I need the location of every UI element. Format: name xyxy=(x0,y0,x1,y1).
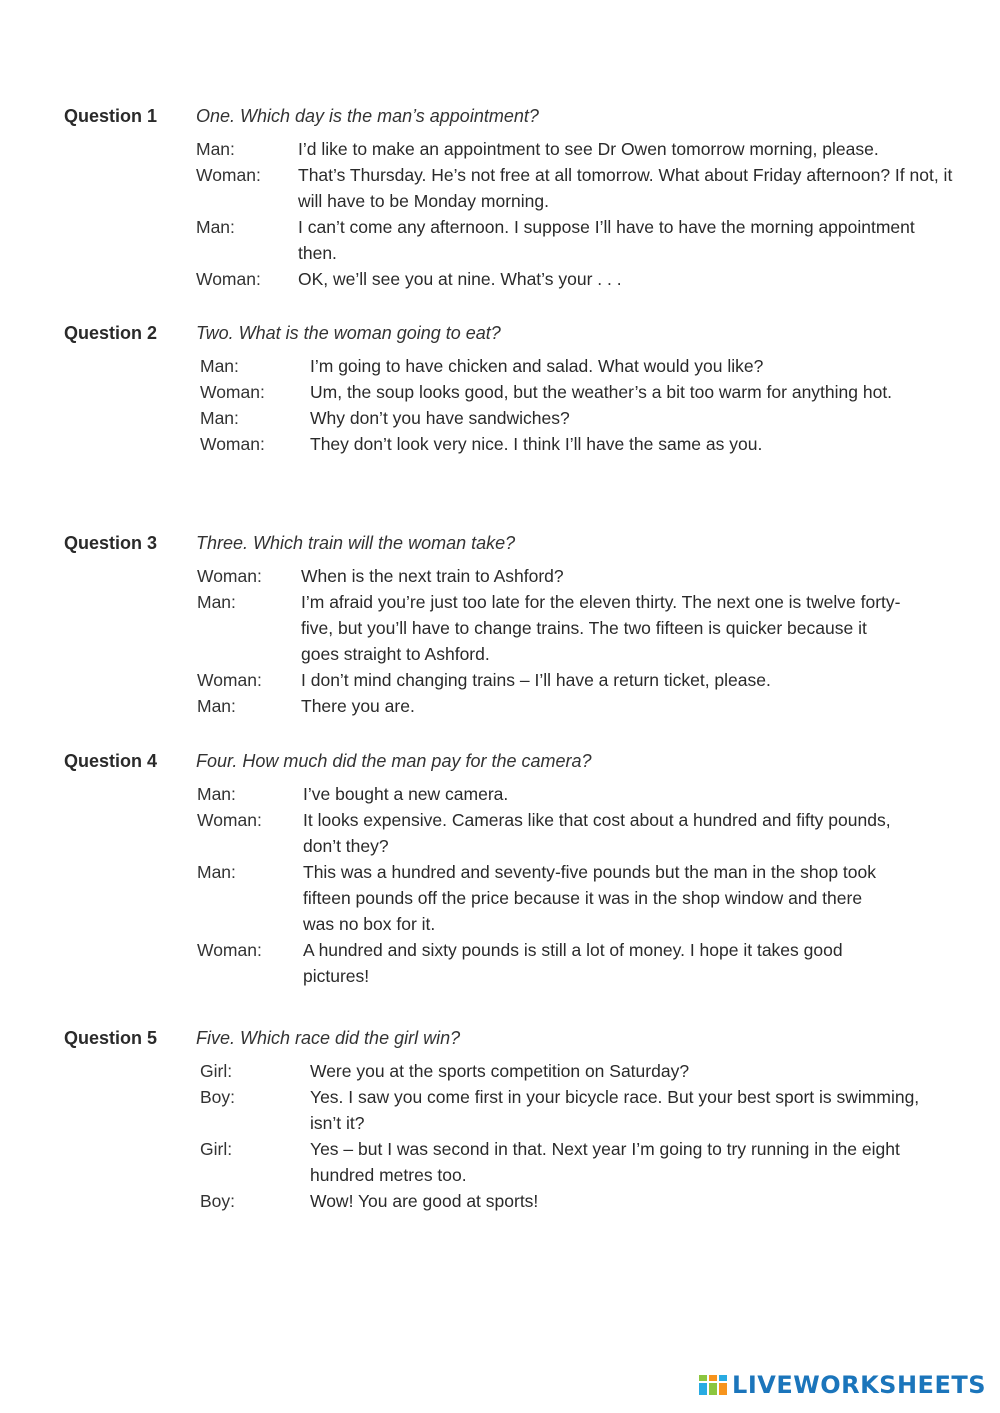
dialogue-line xyxy=(196,266,964,292)
speaker-label: Woman: xyxy=(197,810,262,830)
utterance-text: I’m afraid you’re just too late for the eleven thirty. The next one is twelve forty-five, but you’ll have to change trains. The two fifteen is quicker because it goes straight to Ashford. xyxy=(301,592,901,664)
dialogue-line xyxy=(200,353,964,379)
speaker-label: Woman: xyxy=(200,434,265,454)
dialogue-line xyxy=(196,162,964,214)
speaker-label: Woman: xyxy=(197,940,262,960)
dialogue-line xyxy=(200,431,964,457)
speaker-label: Woman: xyxy=(200,382,265,402)
dialogue-line xyxy=(200,1058,964,1084)
dialogue-line xyxy=(197,667,964,693)
speaker-label: Woman: xyxy=(196,165,261,185)
speaker-label: Man: xyxy=(200,356,239,376)
dialogue-line xyxy=(200,1084,964,1136)
question-label: Question 2 xyxy=(64,323,158,343)
utterance-text: I’d like to make an appointment to see Dr Owen tomorrow morning, please. xyxy=(298,139,879,159)
question-label: Question 3 xyxy=(64,533,158,553)
question-label: Question 1 xyxy=(64,106,158,126)
utterance-text: Yes. I saw you come first in your bicycle race. But your best sport is swimming, isn’t it? xyxy=(310,1087,920,1133)
dialogue xyxy=(200,353,964,457)
question-5 xyxy=(64,1028,964,1214)
utterance-text: I’ve bought a new camera. xyxy=(303,784,509,804)
utterance-text: That’s Thursday. He’s not free at all tomorrow. What about Friday afternoon? If not, it will have to be Monday morning. xyxy=(298,165,953,211)
dialogue-line xyxy=(196,214,964,266)
utterance-text: I can’t come any afternoon. I suppose I’ll have to have the morning appointment then. xyxy=(298,217,915,263)
question-4 xyxy=(64,751,964,989)
speaker-label: Man: xyxy=(196,217,235,237)
question-label: Question 5 xyxy=(64,1028,158,1048)
speaker-label: Woman: xyxy=(197,670,262,690)
dialogue-line xyxy=(197,807,964,859)
question-prompt: Two. What is the woman going to eat? xyxy=(196,323,501,343)
speaker-label: Man: xyxy=(197,696,236,716)
dialogue-line xyxy=(200,379,964,405)
dialogue-line xyxy=(196,136,964,162)
speaker-label: Woman: xyxy=(197,566,262,586)
speaker-label: Girl: xyxy=(200,1139,233,1159)
utterance-text: I’m going to have chicken and salad. What would you like? xyxy=(310,356,764,376)
speaker-label: Man: xyxy=(200,408,239,428)
question-3 xyxy=(64,533,964,719)
utterance-text: It looks expensive. Cameras like that cost about a hundred and fifty pounds, don’t they? xyxy=(303,810,891,856)
question-prompt: Four. How much did the man pay for the camera? xyxy=(196,751,592,771)
dialogue-line xyxy=(200,1136,964,1188)
speaker-label: Man: xyxy=(196,139,235,159)
dialogue-line xyxy=(197,937,964,989)
speaker-label: Boy: xyxy=(200,1191,236,1211)
question-prompt: Five. Which race did the girl win? xyxy=(196,1028,461,1048)
utterance-text: OK, we’ll see you at nine. What’s your . . . xyxy=(298,269,622,289)
dialogue-line xyxy=(197,563,964,589)
speaker-label: Man: xyxy=(197,784,236,804)
liveworksheets-logo[interactable] xyxy=(698,1371,986,1399)
dialogue xyxy=(196,136,964,292)
dialogue xyxy=(200,1058,964,1214)
utterance-text: When is the next train to Ashford? xyxy=(301,566,564,586)
question-label: Question 4 xyxy=(64,751,158,771)
question-1 xyxy=(64,106,964,292)
utterance-text: Were you at the sports competition on Saturday? xyxy=(310,1061,690,1081)
utterance-text: A hundred and sixty pounds is still a lot of money. I hope it takes good pictures! xyxy=(303,940,843,986)
dialogue-line xyxy=(200,405,964,431)
utterance-text: Wow! You are good at sports! xyxy=(310,1191,539,1211)
speaker-label: Boy: xyxy=(200,1087,236,1107)
question-prompt: One. Which day is the man’s appointment? xyxy=(196,106,539,126)
speaker-label: Man: xyxy=(197,592,236,612)
utterance-text: Yes – but I was second in that. Next year I’m going to try running in the eight hundred metres too. xyxy=(310,1139,900,1185)
dialogue-line xyxy=(197,859,964,937)
utterance-text: They don’t look very nice. I think I’ll have the same as you. xyxy=(310,434,763,454)
utterance-text: Why don’t you have sandwiches? xyxy=(310,408,570,428)
question-prompt: Three. Which train will the woman take? xyxy=(196,533,516,553)
utterance-text: Um, the soup looks good, but the weather’s a bit too warm for anything hot. xyxy=(310,382,893,402)
speaker-label: Girl: xyxy=(200,1061,233,1081)
dialogue xyxy=(197,563,964,719)
utterance-text: This was a hundred and seventy-five pounds but the man in the shop took fifteen pounds off the price because it was in the shop window and there was no box for it. xyxy=(303,862,876,934)
utterance-text: I don’t mind changing trains – I’ll have a return ticket, please. xyxy=(301,670,771,690)
dialogue-line xyxy=(197,781,964,807)
liveworksheets-logo-icon xyxy=(698,1372,728,1398)
question-2 xyxy=(64,323,964,457)
dialogue-line xyxy=(200,1188,964,1214)
dialogue-line xyxy=(197,693,964,719)
speaker-label: Man: xyxy=(197,862,236,882)
utterance-text: There you are. xyxy=(301,696,415,716)
dialogue xyxy=(197,781,964,989)
logo-text: LIVEWORKSHEETS xyxy=(732,1371,986,1399)
dialogue-line xyxy=(197,589,964,667)
speaker-label: Woman: xyxy=(196,269,261,289)
